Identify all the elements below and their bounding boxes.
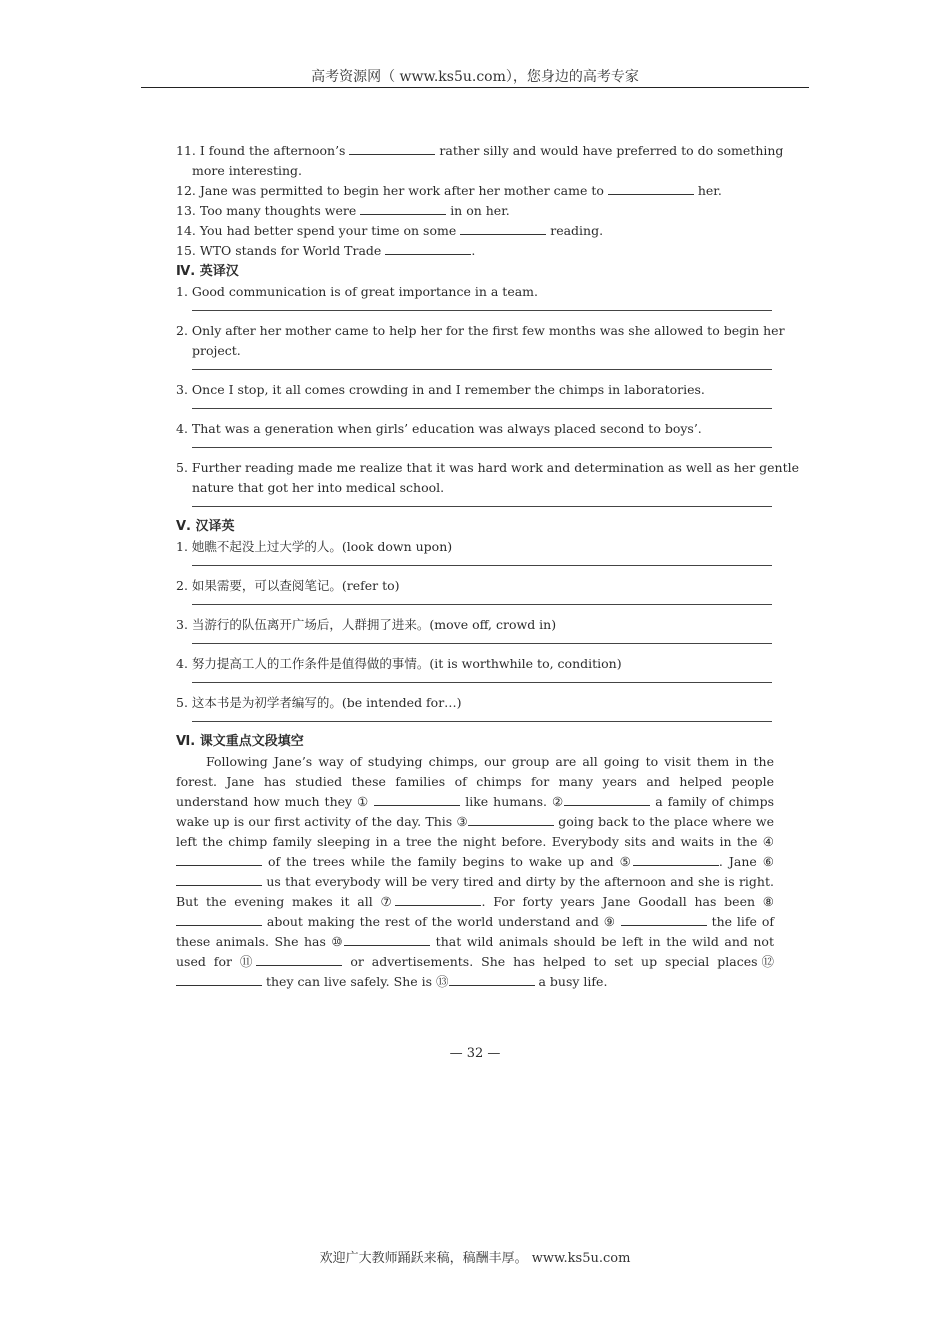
s5-item-2: 2. 如果需要，可以查阅笔记。(refer to): [176, 578, 400, 593]
s5-item-4: 4. 努力提高工人的工作条件是值得做的事情。(it is worthwhile to, condition): [176, 656, 622, 671]
answer-line[interactable]: [192, 310, 772, 311]
answer-line[interactable]: [192, 447, 772, 448]
answer-blank[interactable]: [564, 793, 650, 806]
s5-item-1: 1. 她瞧不起没上过大学的人。(look down upon): [176, 539, 453, 554]
s4-item-5-cont: nature that got her into medical school.: [192, 480, 445, 495]
answer-line[interactable]: [192, 565, 772, 566]
answer-blank[interactable]: [256, 953, 342, 966]
answer-blank[interactable]: [460, 222, 546, 235]
answer-line[interactable]: [192, 506, 772, 507]
answer-blank[interactable]: [395, 893, 481, 906]
answer-blank[interactable]: [176, 913, 262, 926]
question-14: 14. You had better spend your time on some reading.: [176, 223, 604, 238]
s4-item-1: 1. Good communication is of great importance in a team.: [176, 284, 538, 299]
s4-item-2-cont: project.: [192, 343, 241, 358]
answer-blank[interactable]: [176, 853, 262, 866]
s5-item-3: 3. 当游行的队伍离开广场后，人群拥了进来。(move off, crowd in): [176, 617, 557, 632]
answer-blank[interactable]: [385, 242, 471, 255]
s5-item-5: 5. 这本书是为初学者编写的。(be intended for…): [176, 695, 462, 710]
question-12: 12. Jane was permitted to begin her work after her mother came to her.: [176, 183, 722, 198]
s4-item-3: 3. Once I stop, it all comes crowding in and I remember the chimps in laboratories.: [176, 382, 705, 397]
page-footer: 欢迎广大教师踊跃来稿，稿酬丰厚。 www.ks5u.com: [319, 1251, 631, 1266]
section-4-title: Ⅳ. 英译汉: [176, 264, 239, 279]
s4-item-5: 5. Further reading made me realize that it was hard work and determination as well as her gentle: [176, 460, 800, 475]
page-header: 高考资源网（ www.ks5u.com），您身边的高考专家: [311, 69, 639, 85]
answer-line[interactable]: [192, 369, 772, 370]
answer-line[interactable]: [192, 408, 772, 409]
answer-blank[interactable]: [344, 933, 430, 946]
answer-blank[interactable]: [176, 973, 262, 986]
answer-line[interactable]: [192, 721, 772, 722]
s4-item-2: 2. Only after her mother came to help her for the first few months was she allowed to begin her: [176, 323, 785, 338]
answer-blank[interactable]: [621, 913, 707, 926]
answer-line[interactable]: [192, 643, 772, 644]
question-11-cont: more interesting.: [192, 163, 303, 178]
question-15: 15. WTO stands for World Trade .: [176, 243, 476, 258]
answer-line[interactable]: [192, 604, 772, 605]
answer-blank[interactable]: [633, 853, 719, 866]
question-13: 13. Too many thoughts were in on her.: [176, 203, 510, 218]
section-5-title: Ⅴ. 汉译英: [176, 519, 235, 534]
answer-blank[interactable]: [608, 182, 694, 195]
answer-line[interactable]: [192, 682, 772, 683]
s4-item-4: 4. That was a generation when girls’ education was always placed second to boys’.: [176, 421, 702, 436]
cloze-paragraph: Following Jane’s way of studying chimps, our group are all going to visit them in the forest. Jane has studied these families of chimps for many years and helped people understand how much they ① like humans. ② a family of chimps wake up is our first activity of the day. This ③ going back to the place where we left the chimp family sleeping in a tree the night before. Everybody sits and waits in the ④ of the trees while the family begins to wake up and ⑤ . Jane ⑥ us that everybody will be very tired and dirty by the afternoon and she is right. But the evening makes it all ⑦ . For forty years Jane Goodall has been ⑧ about making the rest of the world understand and ⑨ the life of these animals. She has ⑩ that wild animals should be left in the wild and not used for ⑪ or advertisements. She has helped to set up special places⑫ they can live safely. She is ⑬ a busy life.: [176, 754, 775, 989]
section-6-title: Ⅵ. 课文重点文段填空: [176, 734, 304, 749]
question-11: 11. I found the afternoon’s rather silly and would have preferred to do something: [176, 143, 784, 158]
answer-blank[interactable]: [449, 973, 535, 986]
answer-blank[interactable]: [468, 813, 554, 826]
worksheet-content: [176, 141, 800, 992]
page-number: — 32 —: [449, 1046, 501, 1061]
header-rule: [141, 87, 809, 88]
answer-blank[interactable]: [349, 142, 435, 155]
answer-blank[interactable]: [360, 202, 446, 215]
answer-blank[interactable]: [176, 873, 262, 886]
answer-blank[interactable]: [374, 793, 460, 806]
